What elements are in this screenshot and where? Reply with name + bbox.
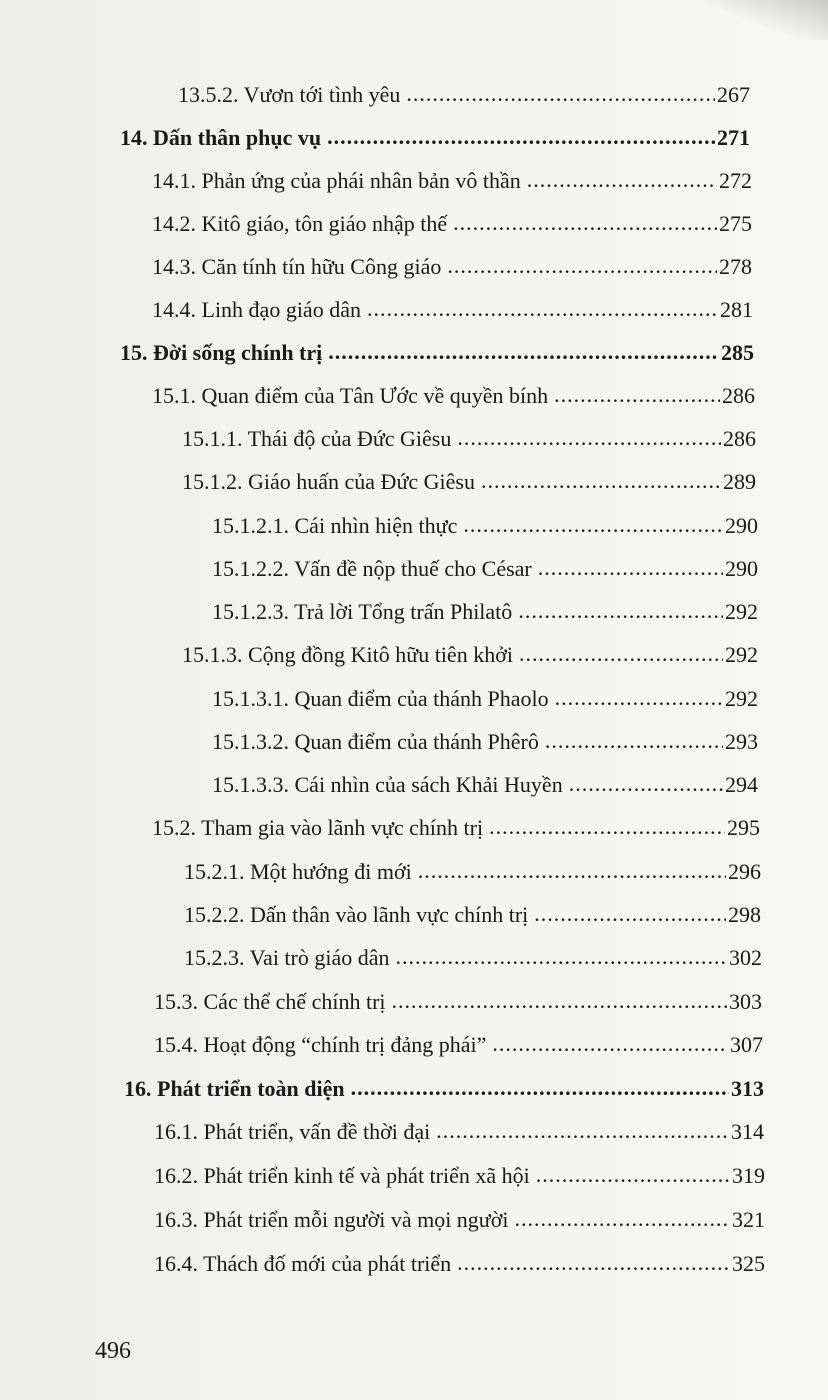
toc-entry (152, 252, 752, 282)
toc-entry-label: 14.1. Phản ứng của phái nhân bản vô thần (152, 168, 521, 193)
dot-leader (436, 1116, 729, 1146)
toc-entry-page: 314 (731, 1119, 764, 1144)
dot-leader (327, 122, 715, 152)
toc-entry-page: 292 (725, 686, 758, 711)
toc-entry (184, 857, 761, 887)
dot-leader (351, 1073, 729, 1103)
dot-leader (418, 856, 726, 886)
toc-entry (212, 554, 758, 584)
toc-entry (212, 770, 758, 800)
toc-entry-label: 15.2. Tham gia vào lãnh vực chính trị (152, 815, 484, 840)
dot-leader (392, 986, 727, 1016)
toc-entry (212, 684, 758, 714)
toc-entry-label: 15.1.3.2. Quan điểm của thánh Phêrô (212, 729, 539, 754)
toc-entry (154, 1030, 763, 1060)
dot-leader (367, 294, 718, 324)
toc-entry-page: 271 (717, 125, 750, 150)
toc-entry-label: 14.4. Linh đạo giáo dân (152, 297, 361, 322)
toc-entry-label: 15.1.3. Cộng đồng Kitô hữu tiên khởi (182, 642, 513, 667)
toc-entry-label: 14.2. Kitô giáo, tôn giáo nhập thế (152, 211, 448, 236)
toc-entry (182, 640, 758, 670)
toc-entry-label: 15.1.2.1. Cái nhìn hiện thực (212, 513, 458, 538)
dot-leader (536, 1160, 730, 1190)
toc-entry-label: 15.4. Hoạt động “chính trị đảng phái” (154, 1032, 487, 1057)
toc-entry-label: 15. Đời sống chính trị (120, 340, 323, 365)
toc-entry-page: 321 (732, 1207, 765, 1232)
dot-leader (447, 251, 717, 281)
toc-entry-label: 15.1.2. Giáo huấn của Đức Giêsu (182, 469, 475, 494)
toc-entry-label: 15.1.2.2. Vấn đề nộp thuế cho César (212, 556, 532, 581)
dot-leader (453, 208, 717, 238)
toc-entry (182, 424, 756, 454)
toc-entry (178, 80, 750, 110)
toc-entry-page: 307 (730, 1032, 763, 1057)
toc-entry-page: 292 (725, 642, 758, 667)
toc-entry-page: 285 (721, 340, 754, 365)
page-number: 496 (95, 1338, 131, 1364)
toc-entry (212, 511, 758, 541)
toc-entry-label: 13.5.2. Vươn tới tình yêu (178, 82, 401, 107)
dot-leader (489, 812, 725, 842)
dot-leader (519, 639, 723, 669)
dot-leader (328, 337, 719, 367)
toc-chapter (120, 338, 754, 368)
toc-entry-page: 286 (722, 383, 755, 408)
dot-leader (555, 683, 723, 713)
toc-entry-label: 15.1.1. Thái độ của Đức Giêsu (182, 426, 452, 451)
toc-entry-label: 16. Phát triển toàn diện (124, 1076, 345, 1101)
toc-entry (154, 987, 762, 1017)
toc-entry (152, 295, 753, 325)
toc-entry-label: 16.2. Phát triển kinh tế và phát triển xã hội (154, 1163, 530, 1188)
dot-leader (569, 769, 723, 799)
toc-entry-page: 319 (732, 1163, 765, 1188)
dot-leader (518, 596, 723, 626)
dot-leader (406, 79, 715, 109)
toc-entry-page: 290 (725, 556, 758, 581)
dot-leader (545, 726, 723, 756)
toc-chapter (124, 1074, 764, 1104)
toc-entry-page: 281 (720, 297, 753, 322)
toc-entry-page: 295 (727, 815, 760, 840)
toc-entry (154, 1161, 765, 1191)
toc-entry-page: 290 (725, 513, 758, 538)
toc-entry-page: 272 (719, 168, 752, 193)
toc-entry-page: 296 (728, 859, 761, 884)
toc-entry (152, 209, 752, 239)
toc-entry-page: 293 (725, 729, 758, 754)
toc-entry (184, 943, 762, 973)
toc-entry-label: 16.1. Phát triển, vấn đề thời đại (154, 1119, 431, 1144)
toc-entry-page: 278 (719, 254, 752, 279)
dot-leader (527, 165, 717, 195)
toc-entry-page: 286 (723, 426, 756, 451)
toc-entry-page: 313 (731, 1076, 764, 1101)
dot-leader (492, 1029, 728, 1059)
toc-entry (212, 727, 758, 757)
toc-entry-label: 14. Dấn thân phục vụ (120, 125, 322, 150)
toc-entry-page: 292 (725, 599, 758, 624)
dot-leader (538, 553, 723, 583)
toc-entry-page: 298 (728, 902, 761, 927)
toc-entry-label: 15.3. Các thể chế chính trị (154, 989, 386, 1014)
dot-leader (514, 1204, 730, 1234)
toc-entry-label: 15.1. Quan điểm của Tân Ước về quyền bính (152, 383, 549, 408)
toc-entry-label: 14.3. Căn tính tín hữu Công giáo (152, 254, 442, 279)
toc-entry (152, 381, 755, 411)
toc-entry (154, 1117, 764, 1147)
toc-entry (212, 597, 758, 627)
toc-entry-label: 15.1.3.3. Cái nhìn của sách Khải Huyền (212, 772, 563, 797)
dot-leader (396, 942, 727, 972)
dot-leader (554, 380, 720, 410)
toc-entry (152, 166, 752, 196)
toc-entry (154, 1249, 765, 1279)
dot-leader (481, 466, 721, 496)
toc-entry-page: 303 (729, 989, 762, 1014)
toc-entry (184, 900, 761, 930)
toc-entry (154, 1205, 765, 1235)
toc-entry-page: 325 (732, 1251, 765, 1276)
toc-chapter (120, 123, 750, 153)
toc-entry-label: 15.1.3.1. Quan điểm của thánh Phaolo (212, 686, 549, 711)
toc-entry-label: 16.4. Thách đố mới của phát triển (154, 1251, 452, 1276)
dot-leader (457, 423, 721, 453)
toc-entry-page: 267 (717, 82, 750, 107)
toc-entry-page: 275 (719, 211, 752, 236)
toc-entry (152, 813, 760, 843)
toc-entry-page: 289 (723, 469, 756, 494)
dot-leader (534, 899, 726, 929)
toc-entry (182, 467, 756, 497)
toc-entry-page: 302 (729, 945, 762, 970)
toc-entry-page: 294 (725, 772, 758, 797)
toc-entry-label: 15.2.2. Dấn thân vào lãnh vực chính trị (184, 902, 529, 927)
dot-leader (457, 1248, 730, 1278)
toc-entry-label: 16.3. Phát triển mỗi người và mọi người (154, 1207, 509, 1232)
toc-entry-label: 15.2.1. Một hướng đi mới (184, 859, 412, 884)
toc-entry-label: 15.1.2.3. Trả lời Tổng trấn Philatô (212, 599, 513, 624)
toc-entry-label: 15.2.3. Vai trò giáo dân (184, 945, 390, 970)
dot-leader (463, 510, 723, 540)
